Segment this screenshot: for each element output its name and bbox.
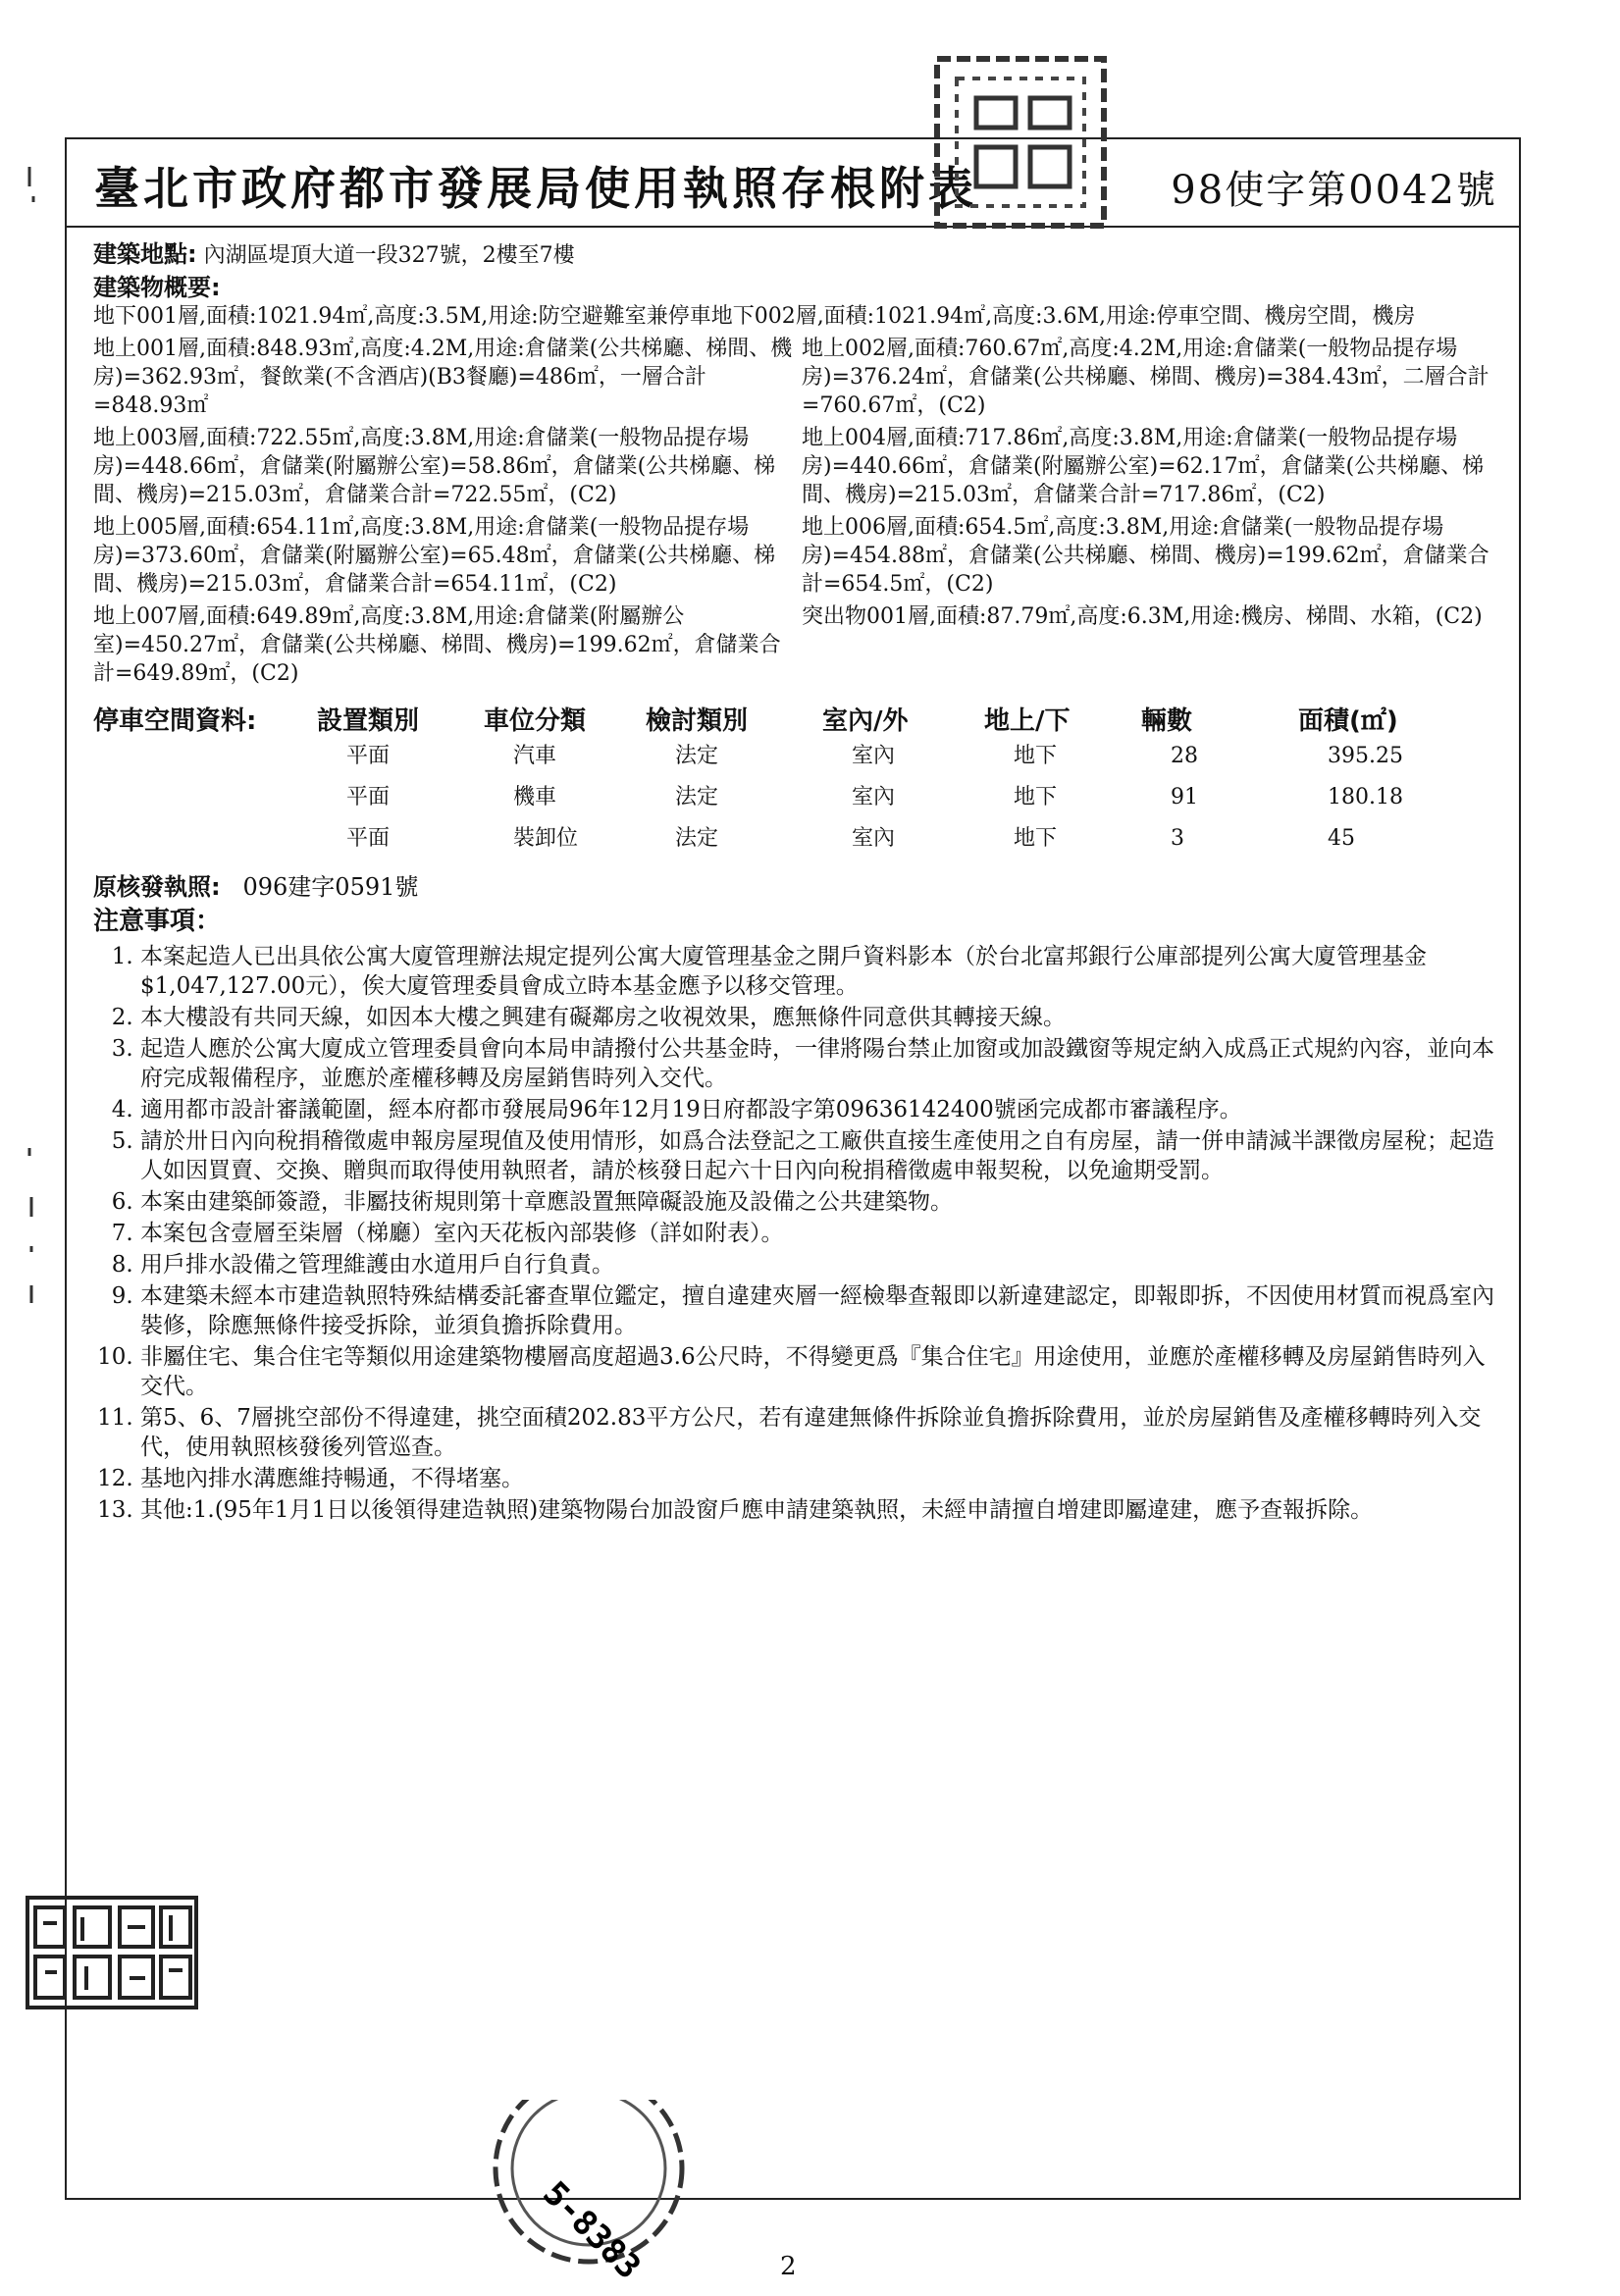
note-item: 9. 本建築未經本市建造執照特殊結構委託審查單位鑑定，擅自違建夾層一經檢舉查報即以新違建認定，即報即拆，不因使用材質而視爲室內裝修，除應無條件接受拆除，並須負擔拆除費用。 [140,1281,1506,1340]
parking-header [93,707,1506,736]
seal-stamp-bottom [461,2100,697,2296]
floor-6f: 地上006層,面積:654.5㎡,高度:3.8M,用途:倉儲業(一般物品提存場房)=454.88㎡，倉儲業(公共梯廳、梯間、機房)=199.62㎡，倉儲業合計=654.5㎡，(C2) [802,515,1489,597]
note-item: 3. 起造人應於公寓大廈成立管理委員會向本局申請撥付公共基金時，一律將陽台禁止加窗或加設鐵窗等規定納入成爲正式規約內容，並向本府完成報備程序，並應於產權移轉及房屋銷售時列入交代。 [140,1034,1506,1093]
floor-row-1 [93,335,1506,420]
document-body [93,240,1506,1527]
floor-4f: 地上004層,面積:717.86㎡,高度:3.8M,用途:倉儲業(一般物品提存場房)=440.66㎡，倉儲業(附屬辦公室)=62.17㎡，倉儲業(公共梯廳、梯間、機房)=215.03㎡，倉儲業合計=717.86㎡，(C2) [802,426,1485,507]
basement-floors: 地下001層,面積:1021.94㎡,高度:3.5M,用途:防空避難室兼停車地下002層,面積:1021.94㎡,高度:3.6M,用途:停車空間、機房空間，機房 [93,304,1416,329]
cell: 45 [1328,826,1355,851]
note-item: 7. 本案包含壹層至柒層（梯廳）室內天花板內部裝修（詳如附表）。 [140,1219,1506,1248]
margin-marks [20,157,49,1334]
parking-col-review: 檢討類別 [646,706,749,736]
notes-title: 注意事項： [93,907,222,936]
cell: 地下 [1014,785,1058,809]
floor-7f: 地上007層,面積:649.89㎡,高度:3.8M,用途:倉儲業(附屬辦公室)=450.27㎡，倉儲業(公共梯廳、梯間、機房)=199.62㎡，倉儲業合計=649.89㎡，(C2) [93,604,781,686]
page-number: 2 [780,2252,797,2281]
cell: 3 [1171,826,1184,851]
floor-2f: 地上002層,面積:760.67㎡,高度:4.2M,用途:倉儲業(一般物品提存場房)=376.24㎡，倉儲業(公共梯廳、梯間、機房)=384.43㎡，二層合計=760.67㎡，(C2) [802,337,1489,418]
cell: 室內 [852,744,896,768]
note-item: 2. 本大樓設有共同天線，如因本大樓之興建有礙鄰房之收視效果，應無條件同意供其轉接天線。 [140,1003,1506,1032]
parking-col-indoor: 室內/外 [822,706,909,736]
floor-row-4 [93,602,1506,688]
floor-rooftop: 突出物001層,面積:87.79㎡,高度:6.3M,用途:機房、梯間、水箱，(C2) [802,604,1483,629]
cell: 平面 [346,785,391,809]
notes-list [93,942,1506,1525]
note-item: 12. 基地內排水溝應維持暢通，不得堵塞。 [140,1464,1506,1493]
cell: 法定 [675,744,719,768]
parking-row [346,818,1506,860]
parking-col-count: 輛數 [1141,706,1193,736]
note-item: 6. 本案由建築師簽證，非屬技術規則第十章應設置無障礙設施及設備之公共建築物。 [140,1187,1506,1217]
original-permit-label: 原核發執照: [93,873,221,901]
note-item: 5. 請於卅日內向稅捐稽徵處申報房屋現值及使用情形，如爲合法登記之工廠供直接生產使用之自有房屋，請一併申請減半課徵房屋稅；起造人如因買賣、交換、贈與而取得使用執照者，請於核發日起六十日內向稅捐稽徵處申報契稅，以免逾期受罰。 [140,1126,1506,1185]
header [65,137,1521,228]
note-item: 8. 用戶排水設備之管理維護由水道用戶自行負責。 [140,1250,1506,1279]
parking-label: 停車空間資料: [93,706,257,736]
cell: 室內 [852,826,896,851]
cell: 地下 [1014,744,1058,768]
permit-number: 98使字第0042號 [1171,168,1497,213]
site-line [93,240,1506,270]
note-item: 4. 適用都市設計審議範圍，經本府都市發展局96年12月19日府都設字第09636142400號函完成都市審議程序。 [140,1095,1506,1124]
floor-row-3 [93,513,1506,599]
cell: 室內 [852,785,896,809]
parking-row [346,777,1506,818]
floor-row-2 [93,424,1506,509]
parking-col-level: 地上/下 [984,706,1071,736]
cell: 法定 [675,785,719,809]
original-permit-value: 096建字0591號 [242,873,419,901]
cell: 180.18 [1328,785,1403,809]
cell: 汽車 [513,744,557,768]
seal-stamp-left [24,1894,200,2011]
note-item: 10. 非屬住宅、集合住宅等類似用途建築物樓層高度超過3.6公尺時，不得變更爲『集合住宅』用途使用，並應於產權移轉及房屋銷售時列入交代。 [140,1342,1506,1401]
cell: 平面 [346,826,391,851]
cell: 91 [1171,785,1198,809]
parking-col-category: 車位分類 [484,706,587,736]
cell: 395.25 [1328,744,1403,768]
note-item: 1. 本案起造人已出具依公寓大廈管理辦法規定提列公寓大廈管理基金之開戶資料影本（於台北富邦銀行公庫部提列公寓大廈管理基金$1,047,127.00元），俟大廈管理委員會成立時本基金應予以移交管理。 [140,942,1506,1001]
cell: 地下 [1014,826,1058,851]
parking-section [93,707,1506,860]
note-item: 11. 第5、6、7層挑空部份不得違建，挑空面積202.83平方公尺，若有違建無條件拆除並負擔拆除費用，並於房屋銷售及產權移轉時列入交代，使用執照核發後列管巡查。 [140,1403,1506,1462]
parking-row [346,736,1506,777]
floor-5f: 地上005層,面積:654.11㎡,高度:3.8M,用途:倉儲業(一般物品提存場房)=373.60㎡，倉儲業(附屬辦公室)=65.48㎡，倉儲業(公共梯廳、梯間、機房)=215.03㎡，倉儲業合計=654.11㎡，(C2) [93,515,776,597]
cell: 法定 [675,826,719,851]
cell: 平面 [346,744,391,768]
seal-stamp-top [922,39,1119,235]
site-value: 內湖區堤頂大道一段327號，2樓至7樓 [203,243,575,268]
cell: 28 [1171,744,1198,768]
cell: 機車 [513,785,557,809]
page-title: 臺北市政府都市發展局使用執照存根附表 [94,162,977,215]
overview-label: 建築物概要: [93,274,221,301]
site-label: 建築地點: [93,240,197,268]
original-permit [93,873,1506,902]
parking-col-area: 面積(㎡) [1298,706,1398,736]
stamp-number: 5-8383 [535,2173,649,2287]
cell: 裝卸位 [513,826,579,851]
parking-col-type: 設置類別 [317,706,420,736]
floor-1f: 地上001層,面積:848.93㎡,高度:4.2M,用途:倉儲業(公共梯廳、梯間、機房)=362.93㎡，餐飲業(不含酒店)(B3餐廳)=486㎡，一層合計=848.93㎡ [93,337,793,418]
floor-3f: 地上003層,面積:722.55㎡,高度:3.8M,用途:倉儲業(一般物品提存場房)=448.66㎡，倉儲業(附屬辦公室)=58.86㎡，倉儲業(公共梯廳、梯間、機房)=215.03㎡，倉儲業合計=722.55㎡，(C2) [93,426,776,507]
note-item: 13. 其他:1.(95年1月1日以後領得建造執照)建築物陽台加設窗戶應申請建築執照，未經申請擅自增建即屬違建，應予查報拆除。 [140,1495,1506,1525]
